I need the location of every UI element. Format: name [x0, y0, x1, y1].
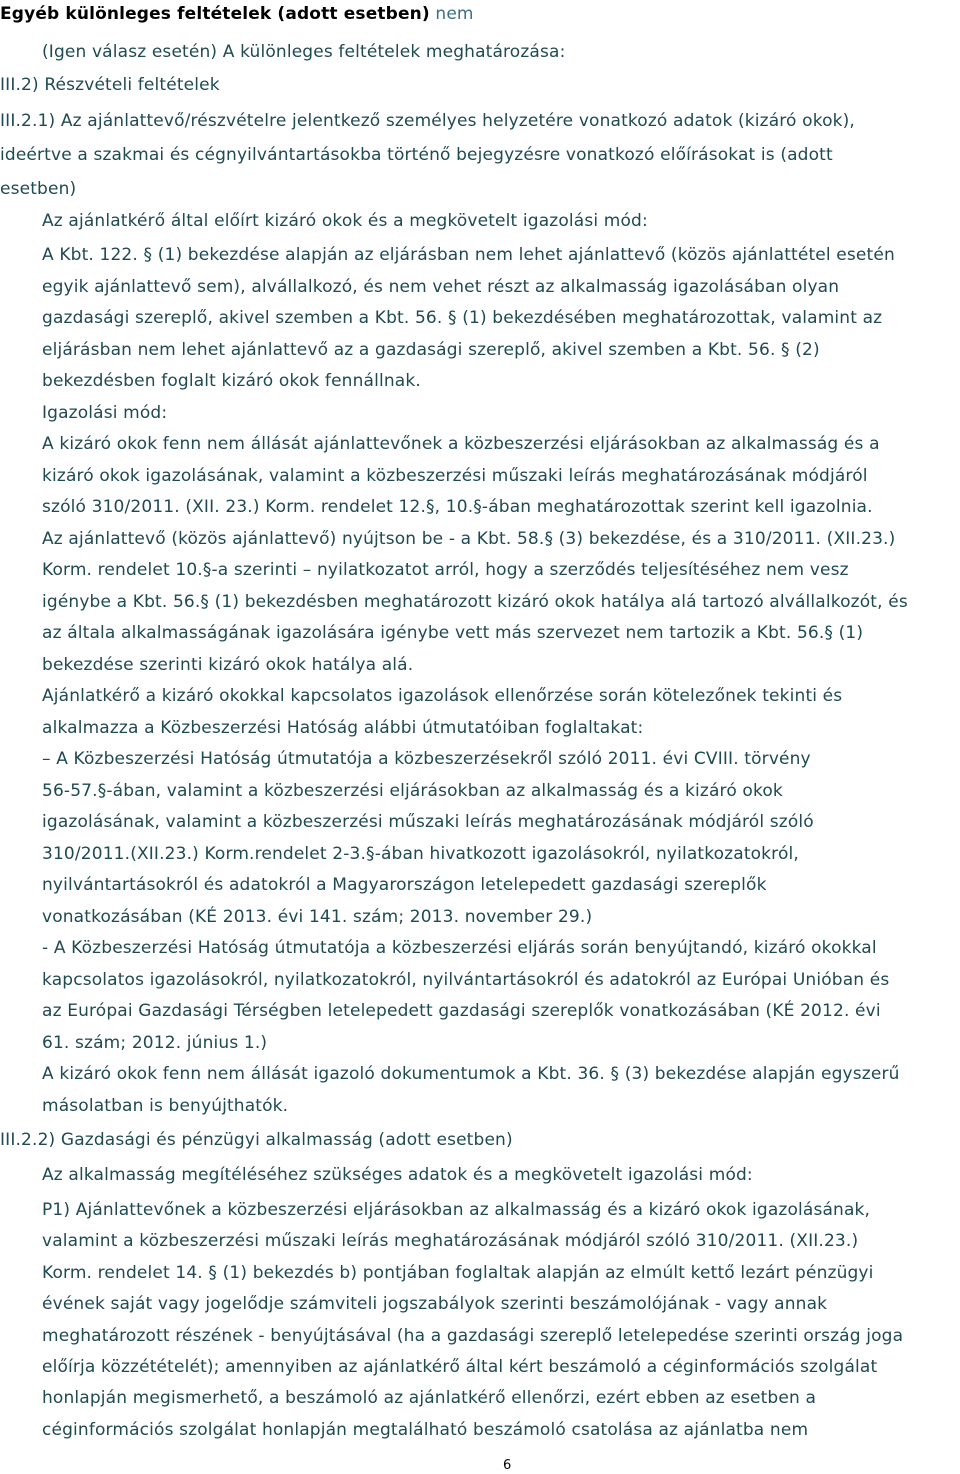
- text-line: ideértve a szakmai és cégnyilvántartásokba történő bejegyzésre vonatkozó előírásokat is (adott: [0, 145, 833, 165]
- text-line: igazolásának, valamint a közbeszerzési műszaki leírás meghatározásának módjáról szóló: [42, 812, 814, 832]
- required-exclusion-label: Az ajánlatkérő által előírt kizáró okok és a megkövetelt igazolási mód:: [42, 211, 648, 231]
- text-line: Korm. rendelet 14. § (1) bekezdés b) pontjában foglaltak alapján az elmúlt kettő lezárt pénzügyi: [42, 1262, 874, 1283]
- page-number: 6: [503, 1458, 512, 1473]
- text-line: Korm. rendelet 10.§-a szerinti – nyilatkozatot arról, hogy a szerződés teljesítéséhez nem vesz: [42, 560, 849, 580]
- text-line: – A Közbeszerzési Hatóság útmutatója a közbeszerzésekről szóló 2011. évi CVIII. törvény: [42, 749, 811, 769]
- text-line: 61. szám; 2012. június 1.): [42, 1032, 268, 1053]
- economic-capacity-label: Az alkalmasság megítéléséhez szükséges adatok és a megkövetelt igazolási mód:: [42, 1165, 753, 1185]
- text-line: meghatározott részének - benyújtásával (ha a gazdasági szereplő letelepedése szerinti ország joga: [42, 1325, 904, 1346]
- text-line: Ajánlatkérő a kizáró okokkal kapcsolatos igazolások ellenőrzése során kötelezőnek tekinti és: [42, 686, 843, 706]
- text-line: eljárásban nem lehet ajánlattevő az a gazdasági szereplő, akivel szemben a Kbt. 56. § (2): [42, 339, 820, 360]
- text-line: kapcsolatos igazolásokról, nyilatkozatokról, nyilvántartásokról és adatokról az Európai Unióban és: [42, 969, 890, 990]
- text-line: 56-57.§-ában, valamint a közbeszerzési eljárásokban az alkalmasság és a kizáró okok: [42, 780, 783, 801]
- text-line: évének saját vagy jogelődje számviteli jogszabályok szerinti beszámolójának - vagy annak: [42, 1294, 828, 1315]
- text-line: A Kbt. 122. § (1) bekezdése alapján az eljárásban nem lehet ajánlattevő (közös ajánlattétel esetén: [42, 245, 895, 265]
- text-line: bekezdésben foglalt kizáró okok fennállnak.: [42, 371, 421, 391]
- text-line: kizáró okok igazolásának, valamint a közbeszerzési műszaki leírás meghatározásának módjáról: [42, 465, 868, 486]
- other-conditions-label: Egyéb különleges feltételek (adott esetben): [0, 4, 430, 24]
- text-line: az Európai Gazdasági Térségben letelepedett gazdasági szereplők vonatkozásában (KÉ 2012. évi: [42, 1001, 881, 1021]
- text-line: 310/2011.(XII.23.) Korm.rendelet 2-3.§-ában hivatkozott igazolásokról, nyilatkozatokról,: [42, 843, 799, 864]
- text-line: gazdasági szereplő, akivel szemben a Kbt. 56. § (1) bekezdésében meghatározottak, valamint az: [42, 308, 883, 328]
- text-line: III.2.1) Az ajánlattevő/részvételre jelentkező személyes helyzetére vonatkozó adatok (kizáró okok),: [0, 111, 855, 131]
- text-line: alkalmazza a Közbeszerzési Hatóság alábbi útmutatóiban foglaltakat:: [42, 717, 644, 738]
- text-line: Igazolási mód:: [42, 402, 168, 423]
- text-line: valamint a közbeszerzési műszaki leírás meghatározásának módjáról szóló 310/2011. (XII.23.): [42, 1231, 859, 1252]
- text-line: A kizáró okok fenn nem állását ajánlattevőnek a közbeszerzési eljárásokban az alkalmasság és a: [42, 434, 880, 454]
- text-line: előírja közzétételét); amennyiben az ajánlatkérő által kért beszámoló a céginformációs szolgálat: [42, 1357, 878, 1377]
- text-line: - A Közbeszerzési Hatóság útmutatója a közbeszerzési eljárás során benyújtandó, kizáró okokkal: [42, 938, 877, 958]
- text-line: P1) Ajánlattevőnek a közbeszerzési eljárásokban az alkalmasság és a kizáró okok igazolásának,: [42, 1200, 871, 1220]
- section-heading-III2: III.2) Részvételi feltételek: [0, 75, 220, 95]
- special-conditions-label: (Igen válasz esetén) A különleges feltételek meghatározása:: [42, 42, 566, 62]
- text-line: az általa alkalmasságának igazolására igénybe vett más szervezet nem tartozik a Kbt. 56.§ (1): [42, 623, 864, 643]
- text-line: bekezdése szerinti kizáró okok hatálya alá.: [42, 654, 414, 675]
- text-line: Az ajánlattevő (közös ajánlattevő) nyújtson be - a Kbt. 58.§ (3) bekezdése, és a 310/2011. (XII.23.): [42, 528, 896, 549]
- section-heading-III22: III.2.2) Gazdasági és pénzügyi alkalmasság (adott esetben): [0, 1130, 513, 1150]
- text-line: honlapján megismerhető, a beszámoló az ajánlatkérő ellenőrzi, ezért ebben az esetben a: [42, 1388, 817, 1409]
- text-line: igénybe a Kbt. 56.§ (1) bekezdésben meghatározott kizáró okok hatálya alá tartozó alvállalkozót, és: [42, 591, 908, 612]
- other-conditions-row: [0, 3, 474, 25]
- other-conditions-value: nem: [435, 4, 474, 24]
- text-line: másolatban is benyújthatók.: [42, 1095, 289, 1116]
- text-line: nyilvántartásokról és adatokról a Magyarországon letelepedett gazdasági szereplők: [42, 875, 767, 895]
- text-line: vonatkozásában (KÉ 2013. évi 141. szám; 2013. november 29.): [42, 906, 593, 927]
- text-line: céginformációs szolgálat honlapján megtalálható beszámoló csatolása az ajánlatba nem: [42, 1419, 809, 1440]
- text-line: A kizáró okok fenn nem állását igazoló dokumentumok a Kbt. 36. § (3) bekezdése alapján egyszerű: [42, 1064, 900, 1084]
- text-line: egyik ajánlattevő sem), alvállalkozó, és nem vehet részt az alkalmasság igazolásában olyan: [42, 276, 840, 297]
- text-line: szóló 310/2011. (XII. 23.) Korm. rendelet 12.§, 10.§-ában meghatározottak szerint kell igazolnia.: [42, 497, 873, 517]
- text-line: esetben): [0, 179, 77, 199]
